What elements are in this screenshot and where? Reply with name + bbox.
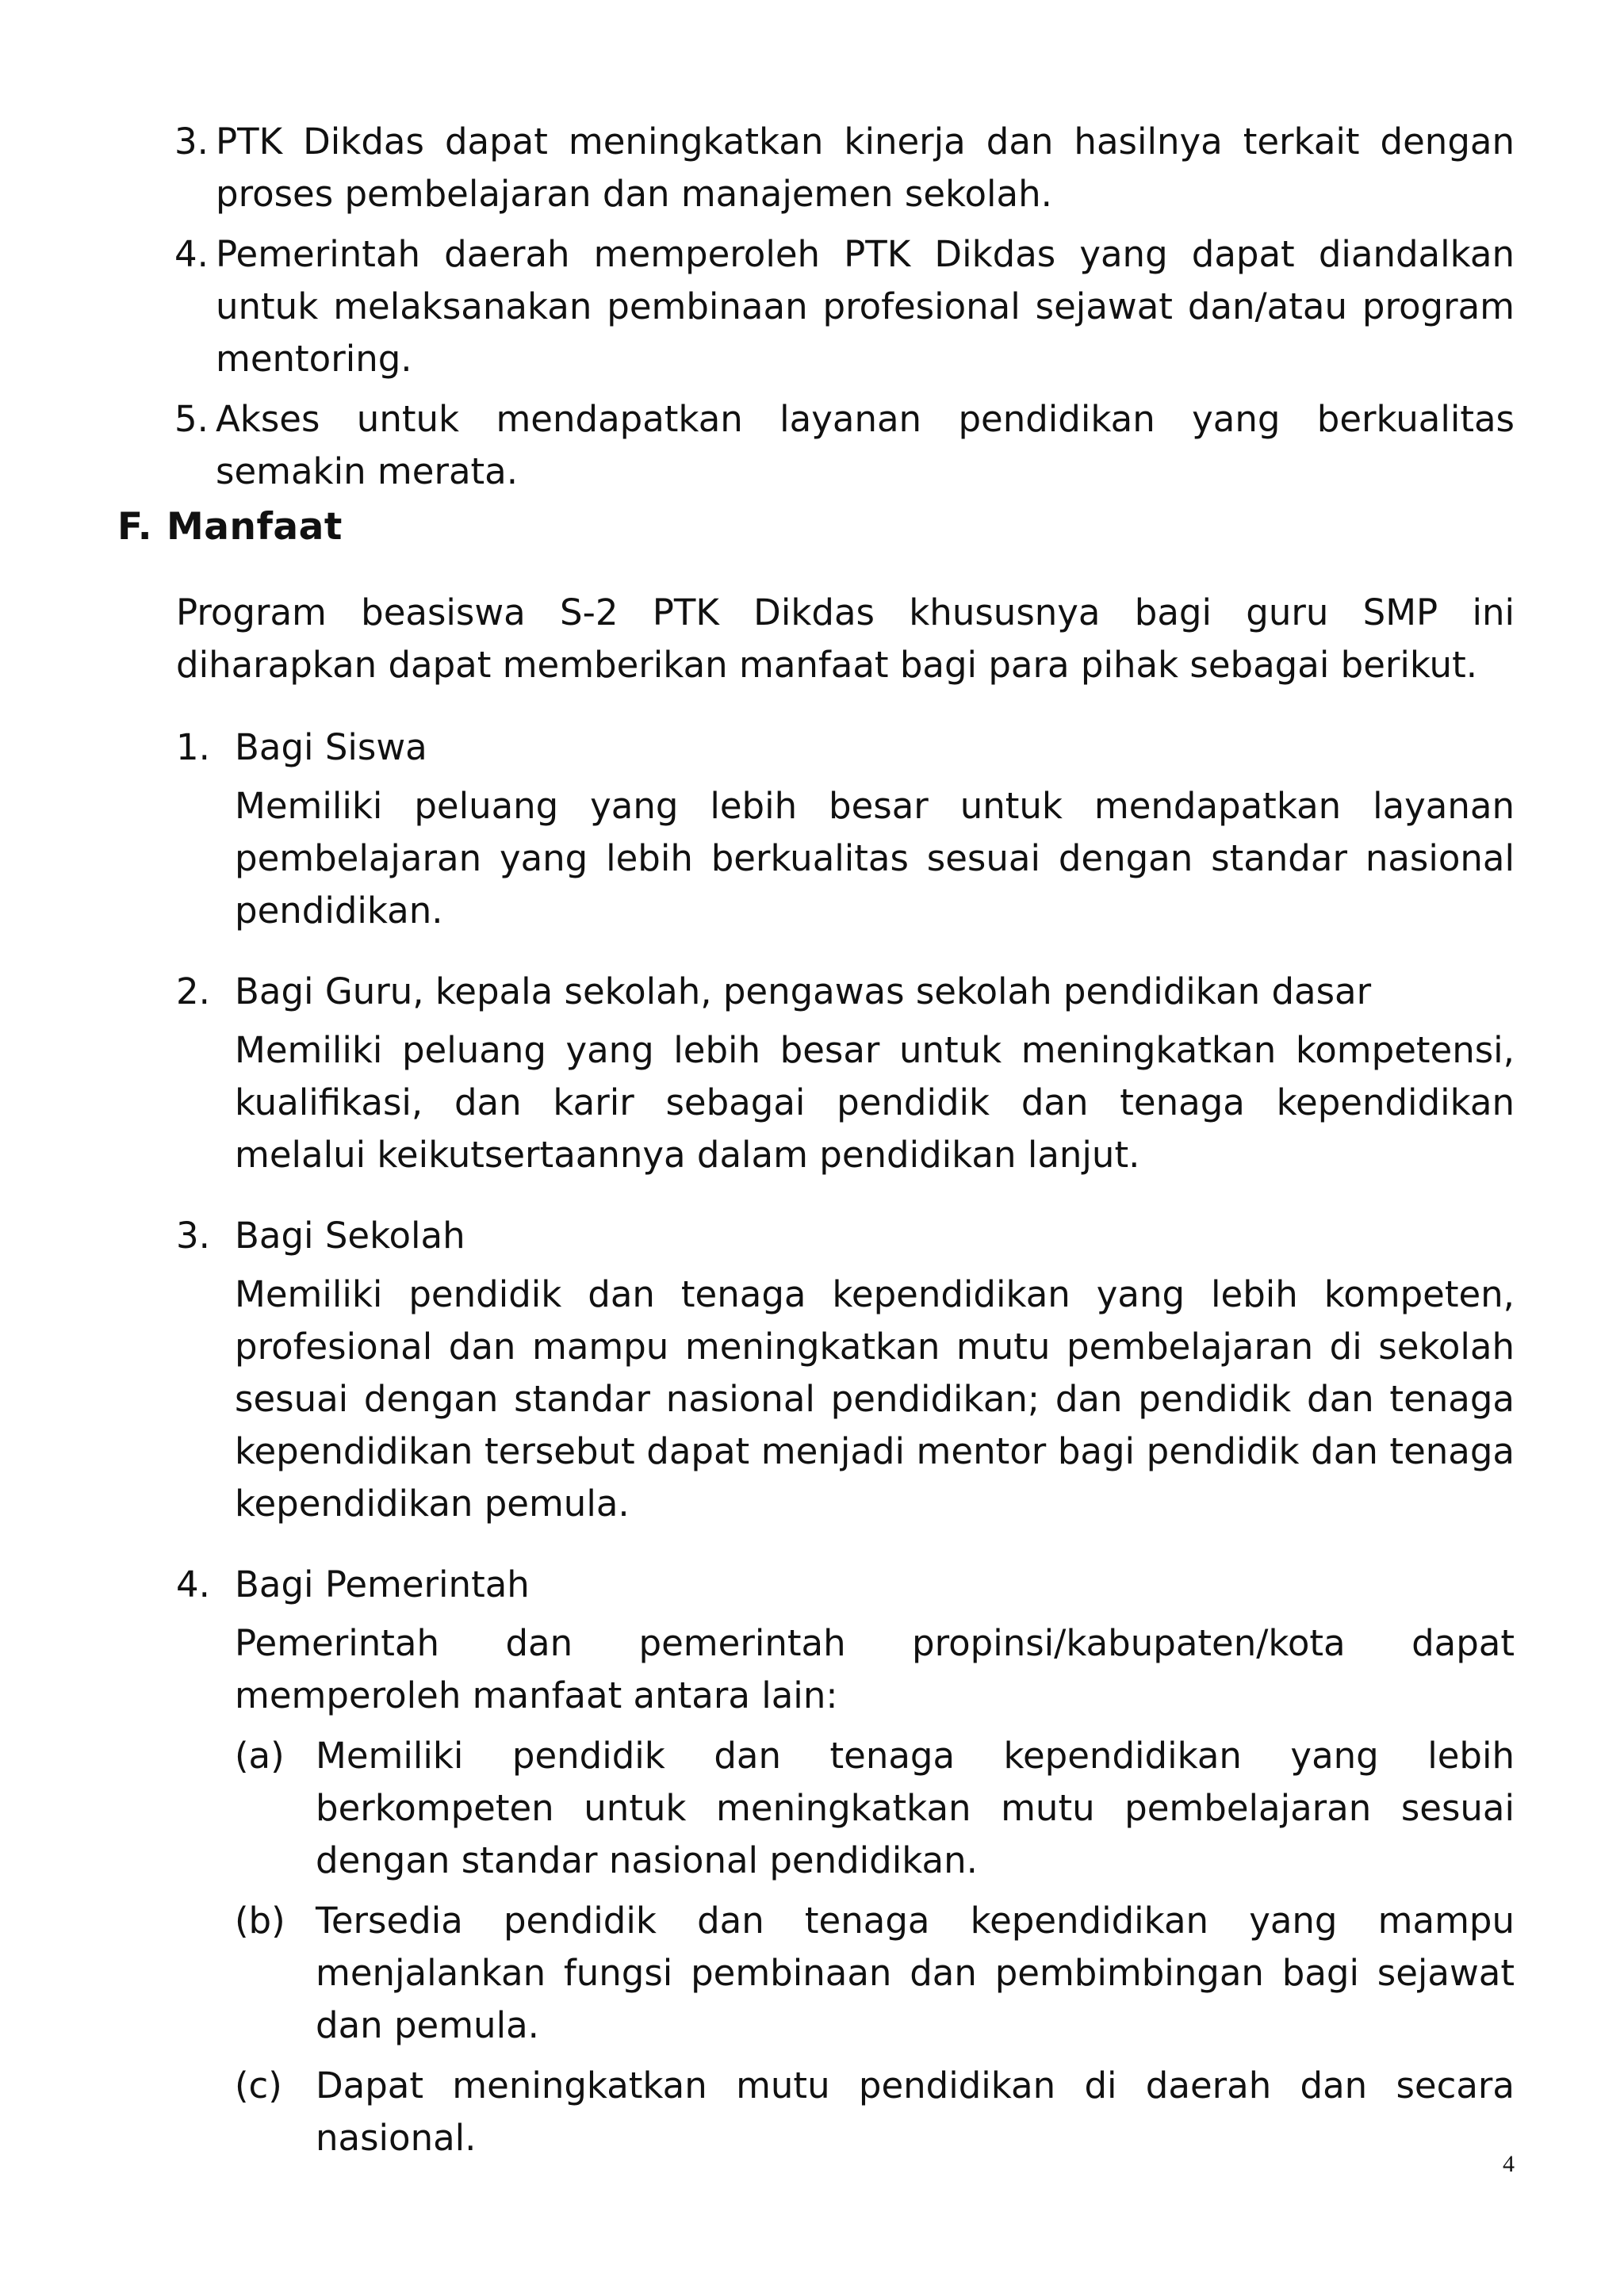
- sublist-text: Dapat meningkatkan mutu pendidikan di daerah dan secara nasional.: [316, 2064, 1515, 2159]
- benefit-number: 2.: [176, 970, 210, 1012]
- section-title: Manfaat: [167, 505, 343, 549]
- list-number: 4.: [174, 233, 209, 275]
- benefit-item-pemerintah: [176, 1559, 1515, 2164]
- sublist-label: (a): [235, 1735, 285, 1777]
- benefit-body: Memiliki pendidik dan tenaga kependidikan yang lebih kompeten, profesional dan mampu meningkatkan mutu pembelajaran di sekolah sesuai dengan standar nasional pendidikan; dan pendidik dan tenaga kependidikan tersebut dapat menjadi mentor bagi pendidik dan tenaga kependidikan pemula.: [235, 1273, 1515, 1525]
- benefit-item-guru: [176, 966, 1515, 1181]
- sublist-text: Tersedia pendidik dan tenaga kependidikan yang mampu menjalankan fungsi pembinaan dan pembimbingan bagi sejawat dan pemula.: [316, 1900, 1515, 2046]
- top-numbered-list: [174, 116, 1515, 506]
- sublist-label: (c): [235, 2064, 282, 2107]
- benefit-item-siswa: [176, 721, 1515, 937]
- list-text: PTK Dikdas dapat meningkatkan kinerja dan hasilnya terkait dengan proses pembelajaran dan manajemen sekolah.: [216, 121, 1515, 215]
- list-text: Pemerintah daerah memperoleh PTK Dikdas yang dapat diandalkan untuk melaksanakan pembinaan profesional sejawat dan/atau program mentoring.: [216, 233, 1515, 380]
- sublist-text: Memiliki pendidik dan tenaga kependidikan yang lebih berkompeten untuk meningkatkan mutu pembelajaran sesuai dengan standar nasional pendidikan.: [316, 1735, 1515, 1881]
- section-heading: [117, 501, 343, 553]
- benefit-sublist: [176, 1730, 1515, 2164]
- benefit-heading-text: Bagi Guru, kepala sekolah, pengawas sekolah pendidikan dasar: [235, 970, 1372, 1012]
- page-number: 4: [1503, 2151, 1515, 2177]
- list-number: 3.: [174, 121, 209, 163]
- benefit-body: Memiliki peluang yang lebih besar untuk mendapatkan layanan pembelajaran yang lebih berkualitas sesuai dengan standar nasional pendidikan.: [235, 785, 1515, 932]
- benefit-heading-text: Bagi Sekolah: [235, 1215, 465, 1257]
- section-intro-paragraph: Program beasiswa S-2 PTK Dikdas khususnya bagi guru SMP ini diharapkan dapat memberikan manfaat bagi para pihak sebagai berikut.: [176, 591, 1515, 686]
- list-item: [174, 228, 1515, 385]
- list-number: 5.: [174, 398, 209, 440]
- benefit-number: 3.: [176, 1215, 210, 1257]
- benefit-body: Pemerintah dan pemerintah propinsi/kabupaten/kota dapat memperoleh manfaat antara lain:: [235, 1622, 1515, 1716]
- benefit-heading: [176, 1559, 1515, 1611]
- sublist-item: [235, 1730, 1515, 1887]
- benefit-heading-text: Bagi Siswa: [235, 726, 427, 768]
- benefits-list: [176, 721, 1515, 2193]
- benefit-heading: [176, 966, 1515, 1018]
- section-letter: F.: [117, 505, 153, 549]
- benefit-item-sekolah: [176, 1210, 1515, 1530]
- list-item: [174, 393, 1515, 498]
- list-item: [174, 116, 1515, 220]
- benefit-heading: [176, 1210, 1515, 1262]
- benefit-heading-text: Bagi Pemerintah: [235, 1563, 530, 1605]
- list-text: Akses untuk mendapatkan layanan pendidikan yang berkualitas semakin merata.: [216, 398, 1515, 492]
- sublist-label: (b): [235, 1900, 285, 1942]
- benefit-number: 4.: [176, 1563, 210, 1605]
- benefit-body: Memiliki peluang yang lebih besar untuk meningkatkan kompetensi, kualifikasi, dan karir sebagai pendidik dan tenaga kependidikan melalui keikutsertaannya dalam pendidikan lanjut.: [235, 1029, 1515, 1176]
- sublist-item: [235, 1895, 1515, 2052]
- benefit-number: 1.: [176, 726, 210, 768]
- benefit-heading: [176, 721, 1515, 774]
- sublist-item: [235, 2060, 1515, 2164]
